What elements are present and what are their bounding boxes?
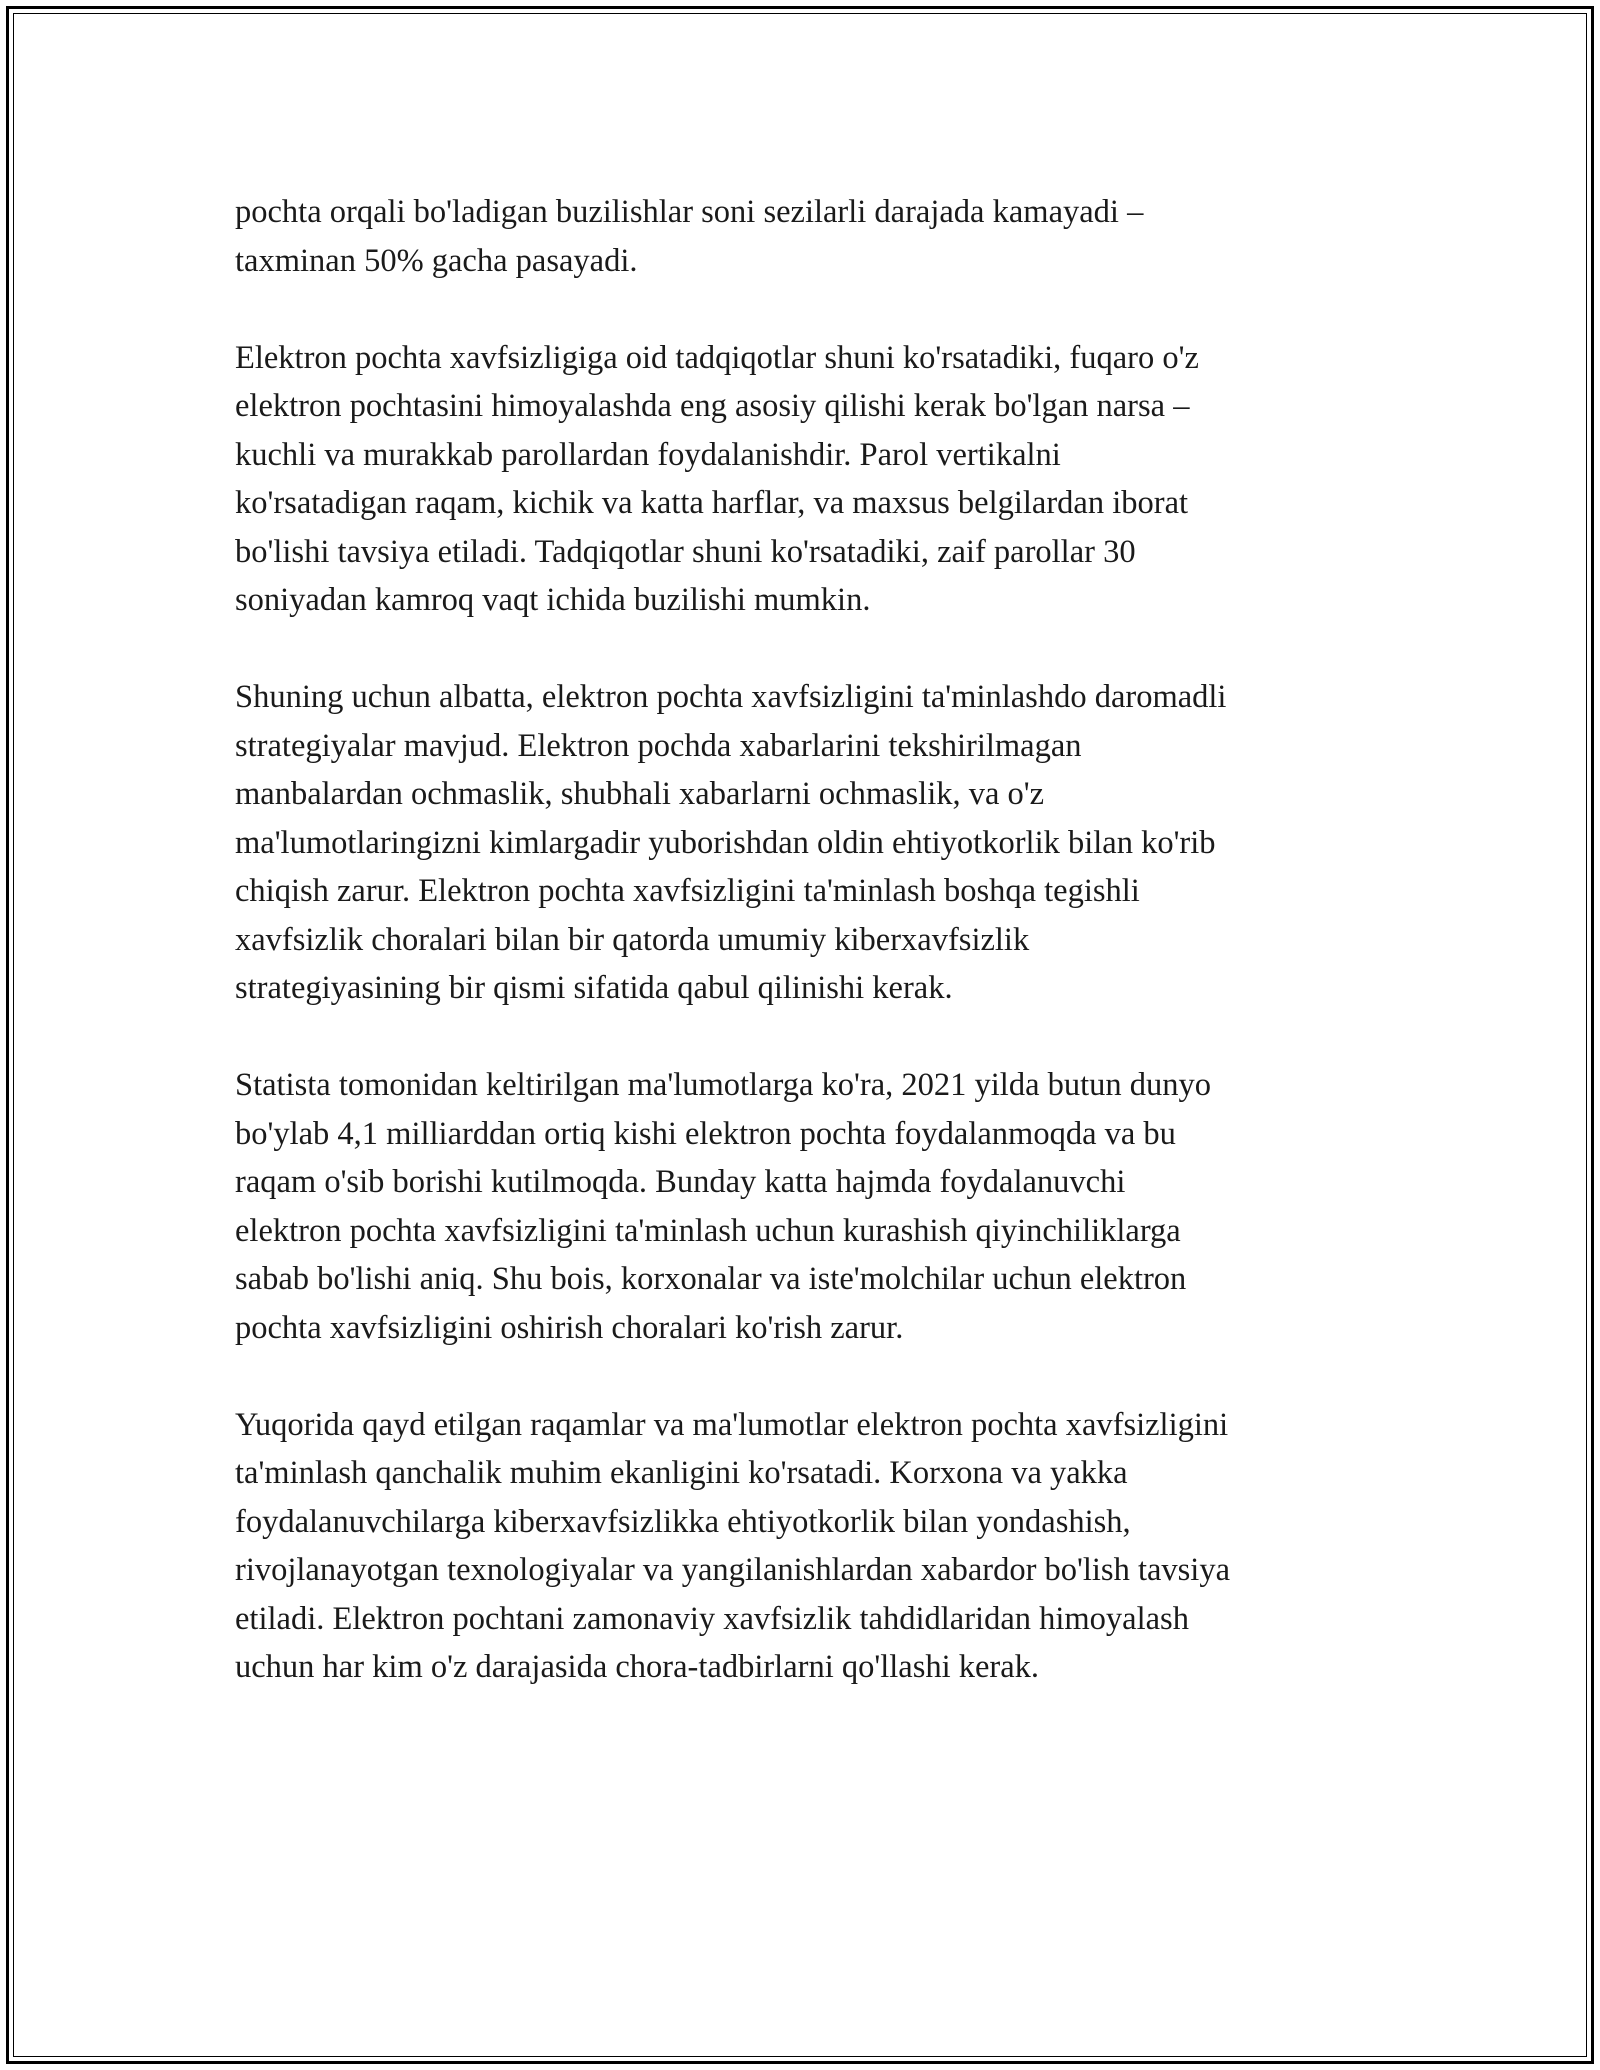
paragraph-2: Elektron pochta xavfsizligiga oid tadqiqotlar shuni ko'rsatadiki, fuqaro o'z elektron pochtasini himoyalashda eng asosiy qilishi kerak bo'lgan narsa – kuchli va murakkab parollardan foydalanishdir. Parol vertikalni ko'rsatadigan raqam, kichik va katta harflar, va maxsus belgilardan iborat bo'lishi tavsiya etiladi. Tadqiqotlar shuni ko'rsatadiki, zaif parollar 30 soniyadan kamroq vaqt ichida buzilishi mumkin. [235, 339, 1199, 618]
paragraph-5: Yuqorida qayd etilgan raqamlar va ma'lumotlar elektron pochta xavfsizligini ta'minlash qanchalik muhim ekanligini ko'rsatadi. Korxona va yakka foydalanuvchilarga kiberxavfsizlikka ehtiyotkorlik bilan yondashish, rivojlanayotgan texnologiyalar va yangilanishlardan xabardor bo'lish tavsiya etiladi. Elektron pochtani zamonaviy xavfsizlik tahdidlaridan himoyalash uchun har kim o'z darajasida chora-tadbirlarni qo'llashi kerak. [235, 1406, 1231, 1685]
paragraph-4: Statista tomonidan keltirilgan ma'lumotlarga ko'ra, 2021 yilda butun dunyo bo'ylab 4,1 milliarddan ortiq kishi elektron pochta foydalanmoqda va bu raqam o'sib borishi kutilmoqda. Bunday katta hajmda foydalanuvchi elektron pochta xavfsizligini ta'minlash uchun kurashish qiyinchiliklarga sabab bo'lishi aniq. Shu bois, korxonalar va iste'molchilar uchun elektron pochta xavfsizligini oshirish choralari ko'rish zarur. [235, 1067, 1212, 1346]
document-body [235, 188, 1375, 1692]
paragraph-3: Shuning uchun albatta, elektron pochta xavfsizligini ta'minlashdo daromadli strategiyalar mavjud. Elektron pochda xabarlarini tekshirilmagan manbalardan ochmaslik, shubhali xabarlarni ochmaslik, va o'z ma'lumotlaringizni kimlargadir yuborishdan oldin ehtiyotkorlik bilan ko'rib chiqish zarur. Elektron pochta xavfsizligini ta'minlash boshqa tegishli xavfsizlik choralari bilan bir qatorda umumiy kiberxavfsizlik strategiyasining bir qismi sifatida qabul qilinishi kerak. [235, 679, 1227, 1006]
paragraph-1: pochta orqali bo'ladigan buzilishlar soni sezilarli darajada kamayadi – taxminan 50% gacha pasayadi. [235, 194, 1144, 279]
